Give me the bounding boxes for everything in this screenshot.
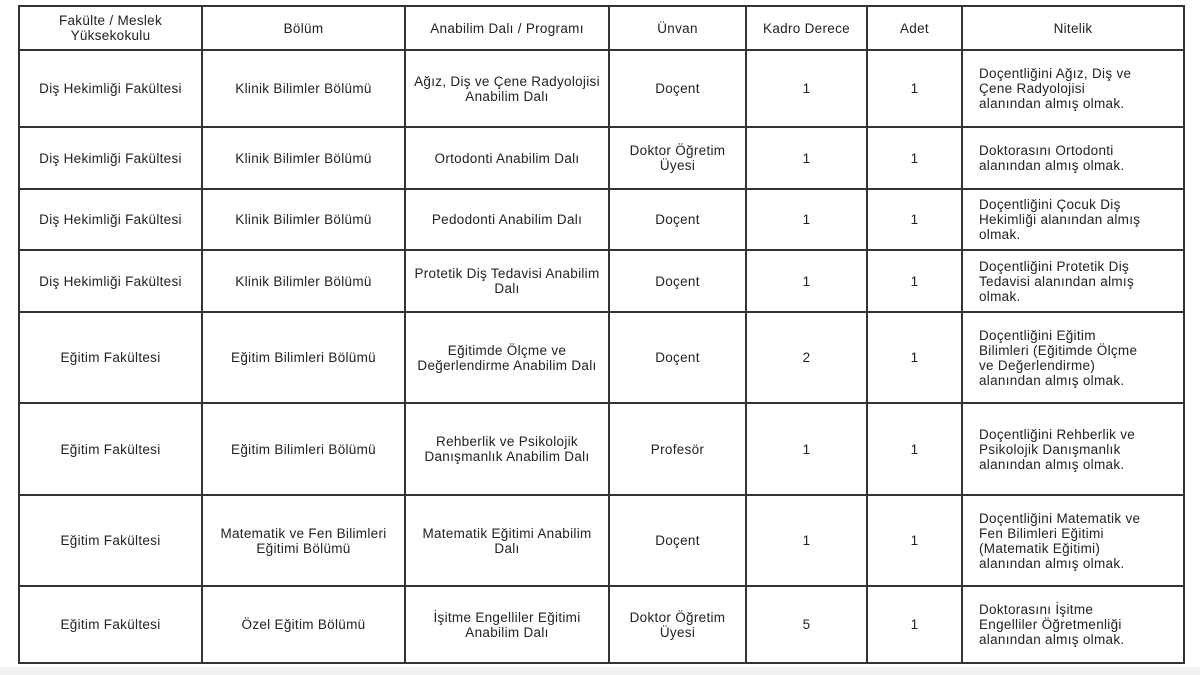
cell-nitelik: Doçentliğini Ağız, Diş ve Çene Radyolojisi alanından almış olmak. (962, 50, 1184, 127)
table-row (19, 495, 1184, 586)
cell-adet: 1 (867, 50, 962, 127)
cell-fakulte: Diş Hekimliği Fakültesi (19, 189, 202, 250)
cell-unvan: Doçent (609, 189, 746, 250)
cell-adet: 1 (867, 312, 962, 403)
cell-bolum: Klinik Bilimler Bölümü (202, 127, 405, 189)
table-row (19, 586, 1184, 663)
cell-unvan: Profesör (609, 403, 746, 495)
cell-fakulte: Diş Hekimliği Fakültesi (19, 127, 202, 189)
header-unvan: Ünvan (609, 6, 746, 50)
cell-anabilim: Eğitimde Ölçme ve Değerlendirme Anabilim Dalı (405, 312, 609, 403)
cell-adet: 1 (867, 495, 962, 586)
cell-fakulte: Eğitim Fakültesi (19, 586, 202, 663)
cell-bolum: Eğitim Bilimleri Bölümü (202, 403, 405, 495)
cell-fakulte: Eğitim Fakültesi (19, 403, 202, 495)
cell-fakulte: Diş Hekimliği Fakültesi (19, 50, 202, 127)
cell-derece: 2 (746, 312, 867, 403)
cell-anabilim: Matematik Eğitimi Anabilim Dalı (405, 495, 609, 586)
header-anabilim: Anabilim Dalı / Programı (405, 6, 609, 50)
cell-bolum: Eğitim Bilimleri Bölümü (202, 312, 405, 403)
cell-derece: 1 (746, 127, 867, 189)
cell-nitelik: Doçentliğini Protetik Diş Tedavisi alanından almış olmak. (962, 250, 1184, 312)
table-row (19, 127, 1184, 189)
cell-unvan: Doçent (609, 250, 746, 312)
cell-bolum: Klinik Bilimler Bölümü (202, 189, 405, 250)
cell-unvan: Doçent (609, 50, 746, 127)
cell-unvan: Doçent (609, 495, 746, 586)
cell-bolum: Klinik Bilimler Bölümü (202, 250, 405, 312)
table-row (19, 403, 1184, 495)
cell-derece: 1 (746, 50, 867, 127)
header-bolum: Bölüm (202, 6, 405, 50)
cell-adet: 1 (867, 189, 962, 250)
cell-fakulte: Eğitim Fakültesi (19, 312, 202, 403)
table-row (19, 50, 1184, 127)
cell-adet: 1 (867, 586, 962, 663)
cell-adet: 1 (867, 127, 962, 189)
cell-bolum: Klinik Bilimler Bölümü (202, 50, 405, 127)
cell-bolum: Matematik ve Fen Bilimleri Eğitimi Bölümü (202, 495, 405, 586)
cell-unvan: Doktor Öğretim Üyesi (609, 127, 746, 189)
bottom-strip (0, 667, 1200, 675)
cell-nitelik: Doçentliğini Eğitim Bilimleri (Eğitimde Ölçme ve Değerlendirme) alanından almış olmak. (962, 312, 1184, 403)
table-header-row (19, 6, 1184, 50)
header-kadro-derece: Kadro Derece (746, 6, 867, 50)
cell-adet: 1 (867, 403, 962, 495)
cell-anabilim: Rehberlik ve Psikolojik Danışmanlık Anabilim Dalı (405, 403, 609, 495)
table-row (19, 189, 1184, 250)
cell-bolum: Özel Eğitim Bölümü (202, 586, 405, 663)
cell-nitelik: Doçentliğini Çocuk Diş Hekimliği alanından almış olmak. (962, 189, 1184, 250)
cell-anabilim: Ortodonti Anabilim Dalı (405, 127, 609, 189)
cell-derece: 1 (746, 250, 867, 312)
cell-derece: 1 (746, 403, 867, 495)
cell-anabilim: İşitme Engelliler Eğitimi Anabilim Dalı (405, 586, 609, 663)
cell-anabilim: Ağız, Diş ve Çene Radyolojisi Anabilim Dalı (405, 50, 609, 127)
cell-nitelik: Doçentliğini Rehberlik ve Psikolojik Danışmanlık alanından almış olmak. (962, 403, 1184, 495)
header-nitelik: Nitelik (962, 6, 1184, 50)
cell-derece: 1 (746, 495, 867, 586)
staff-positions-table (18, 5, 1185, 664)
table-row (19, 250, 1184, 312)
cell-unvan: Doçent (609, 312, 746, 403)
cell-nitelik: Doçentliğini Matematik ve Fen Bilimleri Eğitimi (Matematik Eğitimi) alanından almış olmak. (962, 495, 1184, 586)
table-row (19, 312, 1184, 403)
cell-nitelik: Doktorasını Ortodonti alanından almış olmak. (962, 127, 1184, 189)
header-fakulte: Fakülte / Meslek Yüksekokulu (19, 6, 202, 50)
cell-anabilim: Pedodonti Anabilim Dalı (405, 189, 609, 250)
cell-derece: 1 (746, 189, 867, 250)
cell-anabilim: Protetik Diş Tedavisi Anabilim Dalı (405, 250, 609, 312)
header-adet: Adet (867, 6, 962, 50)
cell-fakulte: Eğitim Fakültesi (19, 495, 202, 586)
cell-derece: 5 (746, 586, 867, 663)
cell-unvan: Doktor Öğretim Üyesi (609, 586, 746, 663)
cell-adet: 1 (867, 250, 962, 312)
cell-nitelik: Doktorasını İşitme Engelliler Öğretmenliği alanından almış olmak. (962, 586, 1184, 663)
cell-fakulte: Diş Hekimliği Fakültesi (19, 250, 202, 312)
